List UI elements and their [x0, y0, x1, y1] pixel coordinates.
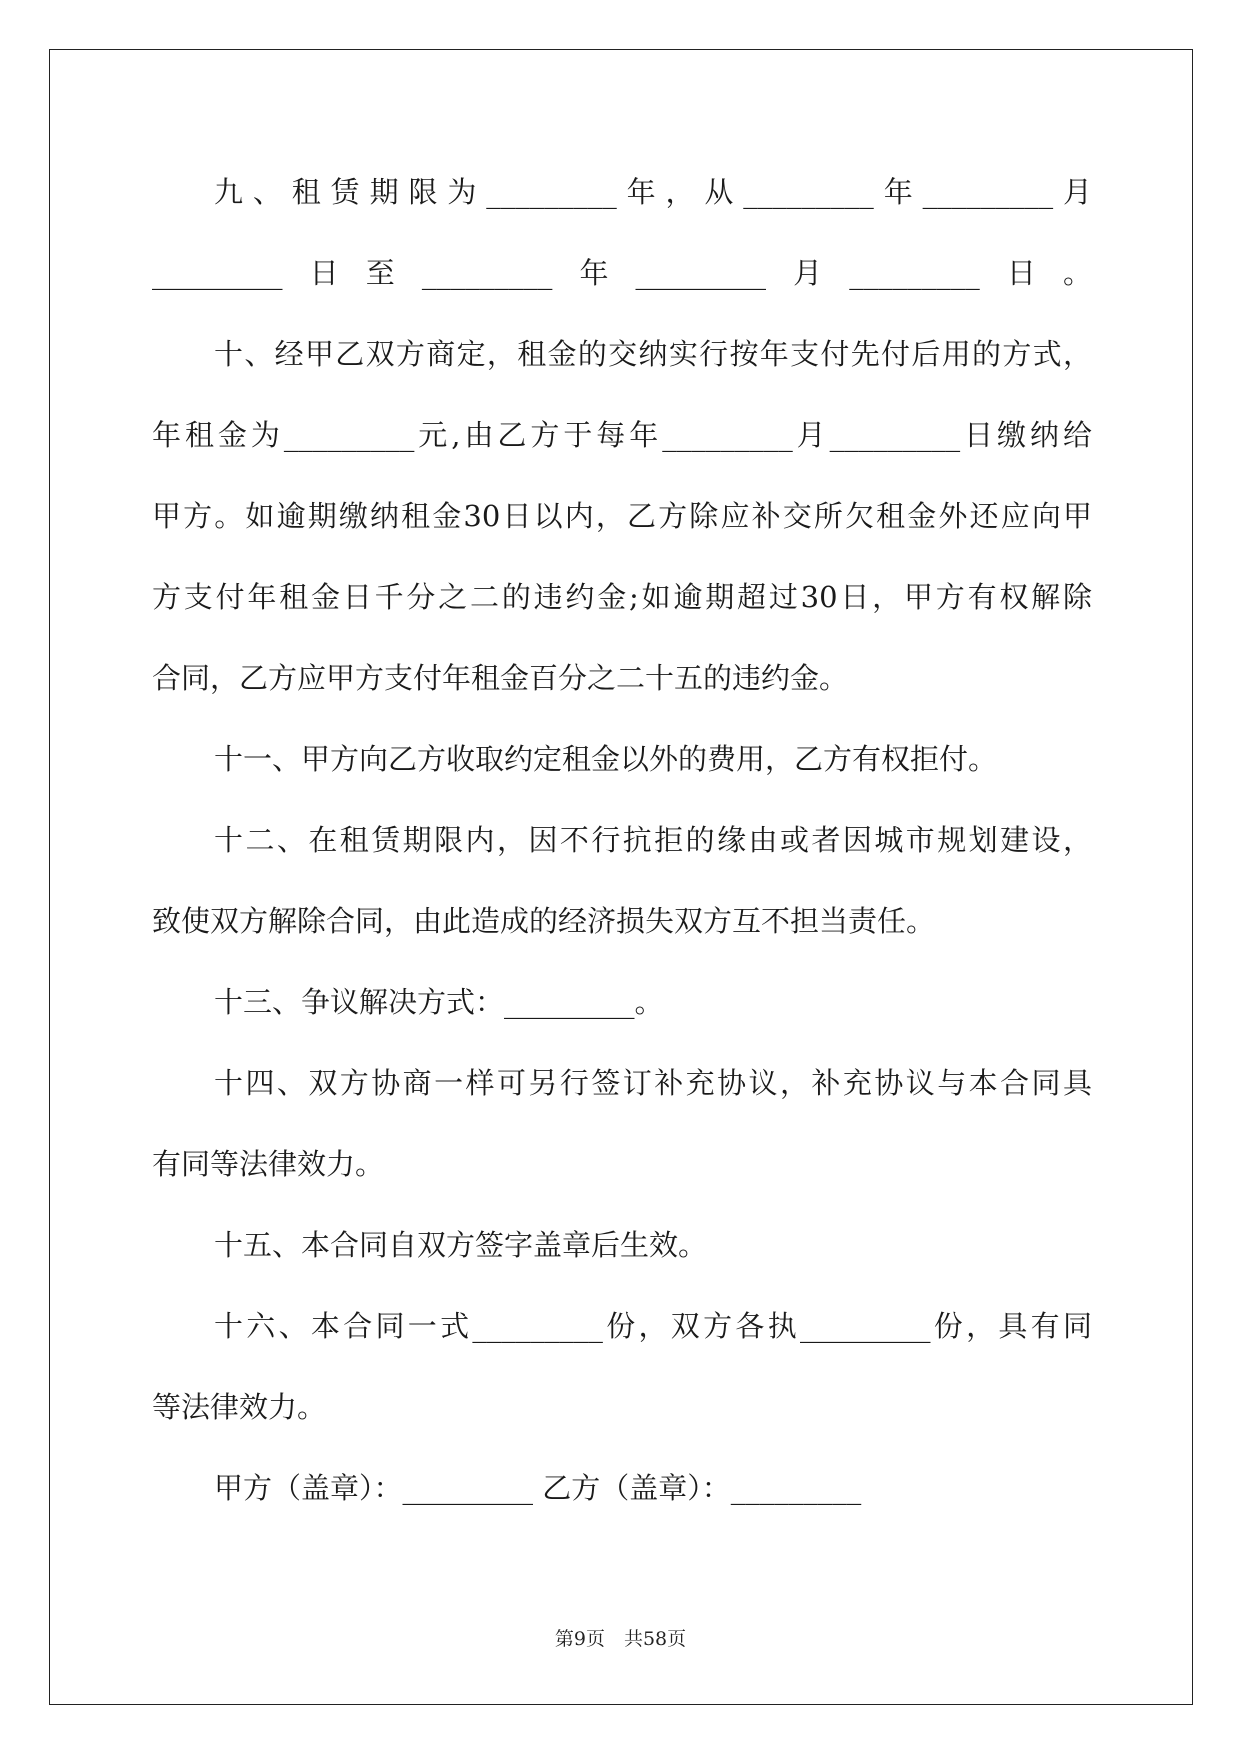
signature-line: 甲方（盖章）：_________ 乙方（盖章）：_________	[214, 1471, 862, 1505]
clause-9-line-2: _________日至_________年_________月_________日。	[152, 256, 1092, 290]
clause-14-line-2: 有同等法律效力。	[152, 1147, 385, 1181]
clause-15: 十五、本合同自双方签字盖章后生效。	[214, 1228, 708, 1262]
clause-10-line-2: 年租金为_________元,由乙方于每年_________月_________日缴纳给	[152, 418, 1092, 452]
clause-12-line-1: 十二、在租赁期限内，因不行抗拒的缘由或者因城市规划建设，	[214, 823, 1092, 857]
clause-14-line-1: 十四、双方协商一样可另行签订补充协议，补充协议与本合同具	[214, 1066, 1092, 1100]
clause-12-line-2: 致使双方解除合同，由此造成的经济损失双方互不担当责任。	[152, 904, 936, 938]
clause-10-line-4: 方支付年租金日千分之二的违约金;如逾期超过30日，甲方有权解除	[152, 580, 1092, 614]
clause-10-line-3: 甲方。如逾期缴纳租金30日以内，乙方除应补交所欠租金外还应向甲	[152, 499, 1092, 533]
clause-10-line-1: 十、经甲乙双方商定，租金的交纳实行按年支付先付后用的方式，	[214, 337, 1092, 371]
clause-16-line-2: 等法律效力。	[152, 1390, 327, 1424]
clause-11: 十一、甲方向乙方收取约定租金以外的费用，乙方有权拒付。	[214, 742, 998, 776]
clause-13: 十三、争议解决方式：_________。	[214, 985, 664, 1019]
page-number-footer: 第9页 共58页	[554, 1628, 687, 1650]
clause-9-line-1: 九、租赁期限为_________年，从_________年_________月	[214, 175, 1092, 209]
clause-16-line-1: 十六、本合同一式_________份，双方各执_________份，具有同	[214, 1309, 1092, 1343]
page-border	[49, 49, 1193, 1705]
clause-10-line-5: 合同，乙方应甲方支付年租金百分之二十五的违约金。	[152, 661, 849, 695]
